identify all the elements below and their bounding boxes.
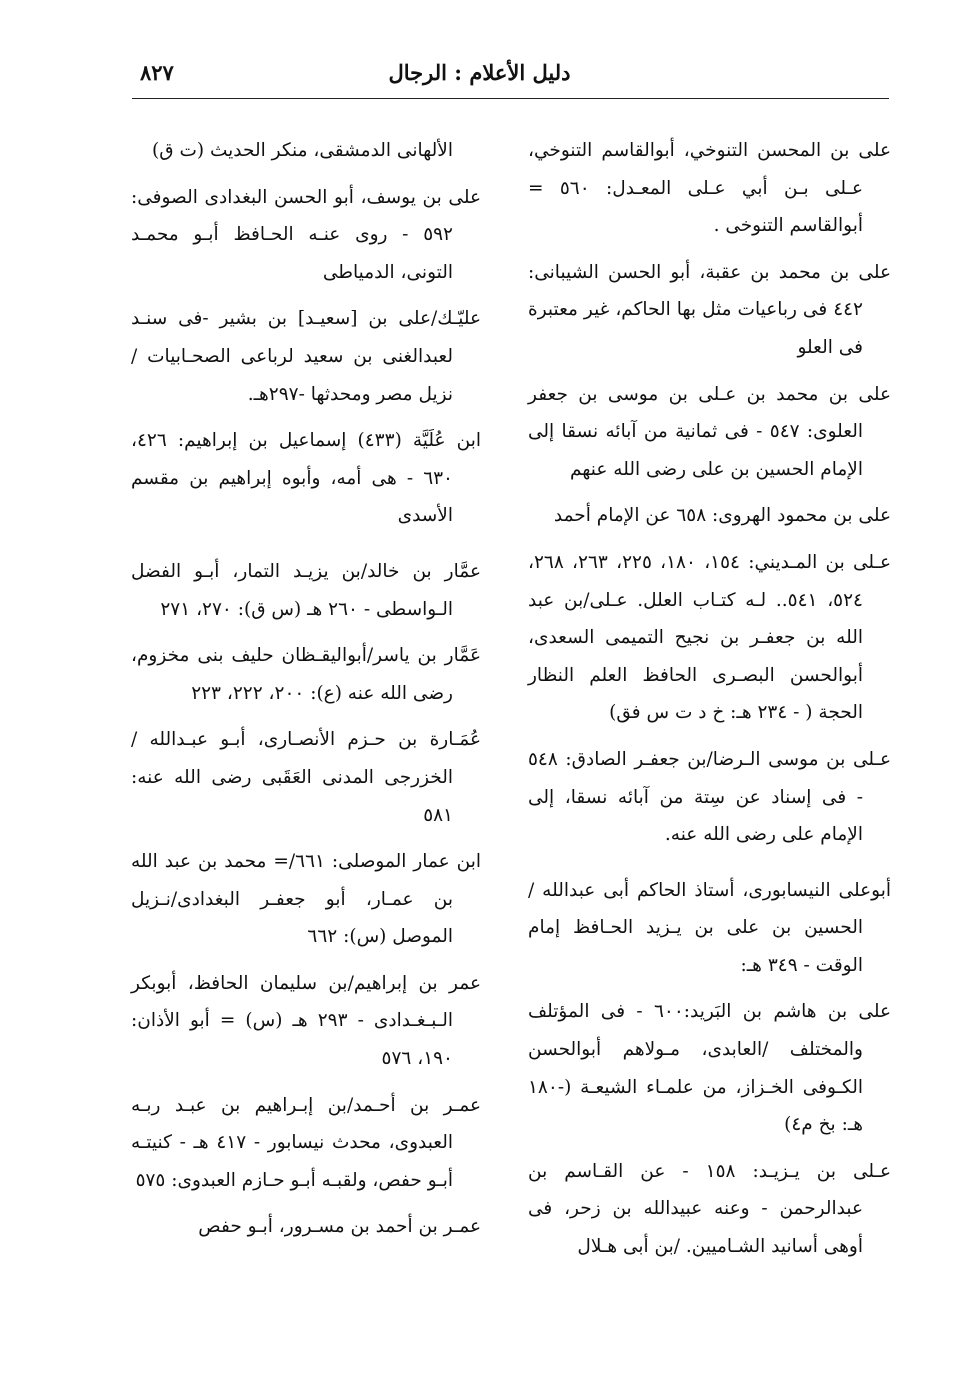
- index-entry: على بن هاشم بن البَريد:٦٠٠ - فى المؤتلف والمختلف /العابدى، مـولاهم أبوالحسن الكـوفى الخـزاز، من علمـاء الشيعـة (-١٨٠ هـ: بخ م٤): [528, 1001, 892, 1136]
- index-entry: على بن يوسف، أبو الحسن البغدادى الصوفى: ٥٩٢ - روى عنـه الحـافظ أبـو محمـد التونى، الدمياطى: [131, 186, 481, 283]
- index-entry: عـلى بن يـزيـد: ١٥٨ - عن القـاسم بن عبدالرحمن - وعنه عبيدالله بن زحر، فى أوهى أسانيد الشـاميين. /بن أبى هـلال: [528, 1160, 891, 1258]
- index-column-right: [528, 132, 891, 1275]
- index-entry: على بن المحسن التنوخي، أبوالقاسم التنوخي، عـلى بـن أبي عـلى المعـدل: ٥٦٠ = أبوالقاسم التنوخى .: [528, 140, 891, 237]
- index-entry: أبوعلى النيسابورى، أستاذ الحاكم أبى عبدالله /الحسين بن على بن يـزيد الحـافظ إمام الوقت - ٣٤٩ هـ:: [528, 879, 891, 976]
- index-entry: عَمَّار بن ياسر/أبواليقـظان حليف بنى مخزوم، رضى الله عنه (ع): ٢٠٠، ٢٢٢، ٢٢٣: [131, 645, 481, 704]
- index-entry: ابن عُلَيَّة (٤٣٣) إسماعيل بن إبراهيم: ٤٢٦، ٦٣٠ - هى أمه، وأبوه إبراهيم بن مقسم الأسدى: [131, 430, 481, 527]
- index-column-left: [131, 132, 481, 1255]
- index-entry: عمـر بن أحـمد/بن إبـراهيم بن عبـد ربـه العبدوى، محدث نيسابور - ٤١٧ هـ - كنيتـه أبـو حفص، ولقبـه أبـو حـازم العبدوى: ٥٧٥: [131, 1094, 481, 1191]
- index-entry: على بن محمد بن عقبة، أبو الحسن الشيبانى: ٤٤٢ فى رباعيات مثل بها الحاكم، غير معتبرة فى العلو: [528, 261, 891, 358]
- running-header-title: دليل الأعلام : الرجال: [388, 60, 571, 85]
- index-entry: عُمَـارة بن حـزم الأنصـارى، أبـو عبـدالله /الخزرجى المدنى العَقَبى رضى الله عنه: ٥٨١: [131, 729, 481, 826]
- index-entry: عمَّار بن خالد/بن يزيـد التمار، أبـو الفضل الـواسطى - ٢٦٠ هـ (س ق): ٢٧٠، ٢٧١: [131, 560, 481, 620]
- index-entry: عـلى بن موسى الـرضا/بن جعفـر الصادق: ٥٤٨ - فى إسناد عن سِتة من آبائه نسقا، إلى الإمام على رضى الله عنه.: [528, 748, 891, 846]
- page-number: ٨٢٧: [140, 60, 174, 85]
- index-entry: عمـر بن أحمد بن مسـرور، أبـو حفص: [198, 1216, 481, 1238]
- index-entry: على بن محمود الهروى: ٦٥٨ عن الإمام أحمد: [553, 505, 891, 527]
- header-rule: [132, 98, 889, 99]
- index-entry: عمر بن إبراهيم/بن سليمان الحافظ، أبوبكر الـبـغـدادى - ٢٩٣ هـ (س) = أبو الأذان: ١٩٠، ٥٧٦: [131, 972, 481, 1070]
- index-entry: عـلى بن المـديني: ١٥٤، ١٨٠، ٢٢٥، ٢٦٣، ٢٦٨، ٥٢٤، ٥٤١.. لـه كتـاب العلل. عـلى/بن عبد الله بن جعفـر بن نجيح التميمى السعدى، أبوالحسن البصـرى الحافظ العلم النظار الحجة ( - ٢٣٤ هـ: خ د ت س فق): [528, 551, 891, 724]
- index-entry: على بن محمد بن عـلى بن موسى بن جعفر العلوى: ٥٤٧ - فى ثمانية من آبائه نسقا إلى الإمام الحسين بن على رضى الله عنهم: [528, 383, 891, 480]
- index-entry: ابن عمار الموصلى: ٦٦١/= محمد بن عبد الله بن عمـار، أبو جعفـر البغدادى/نـزيل الموصل (س): ٦٦٢: [131, 851, 481, 948]
- index-entry: الألهانى الدمشقى، منكر الحديث (ت ق): [152, 140, 453, 161]
- index-entry: عليّـك/على بن [سعيـد] بن بشير -فى سنـد لعبدالغنى بن سعيد لرباعى الصحـابيات /نزيل مصر ومحدثها -٢٩٧هـ.: [131, 308, 481, 405]
